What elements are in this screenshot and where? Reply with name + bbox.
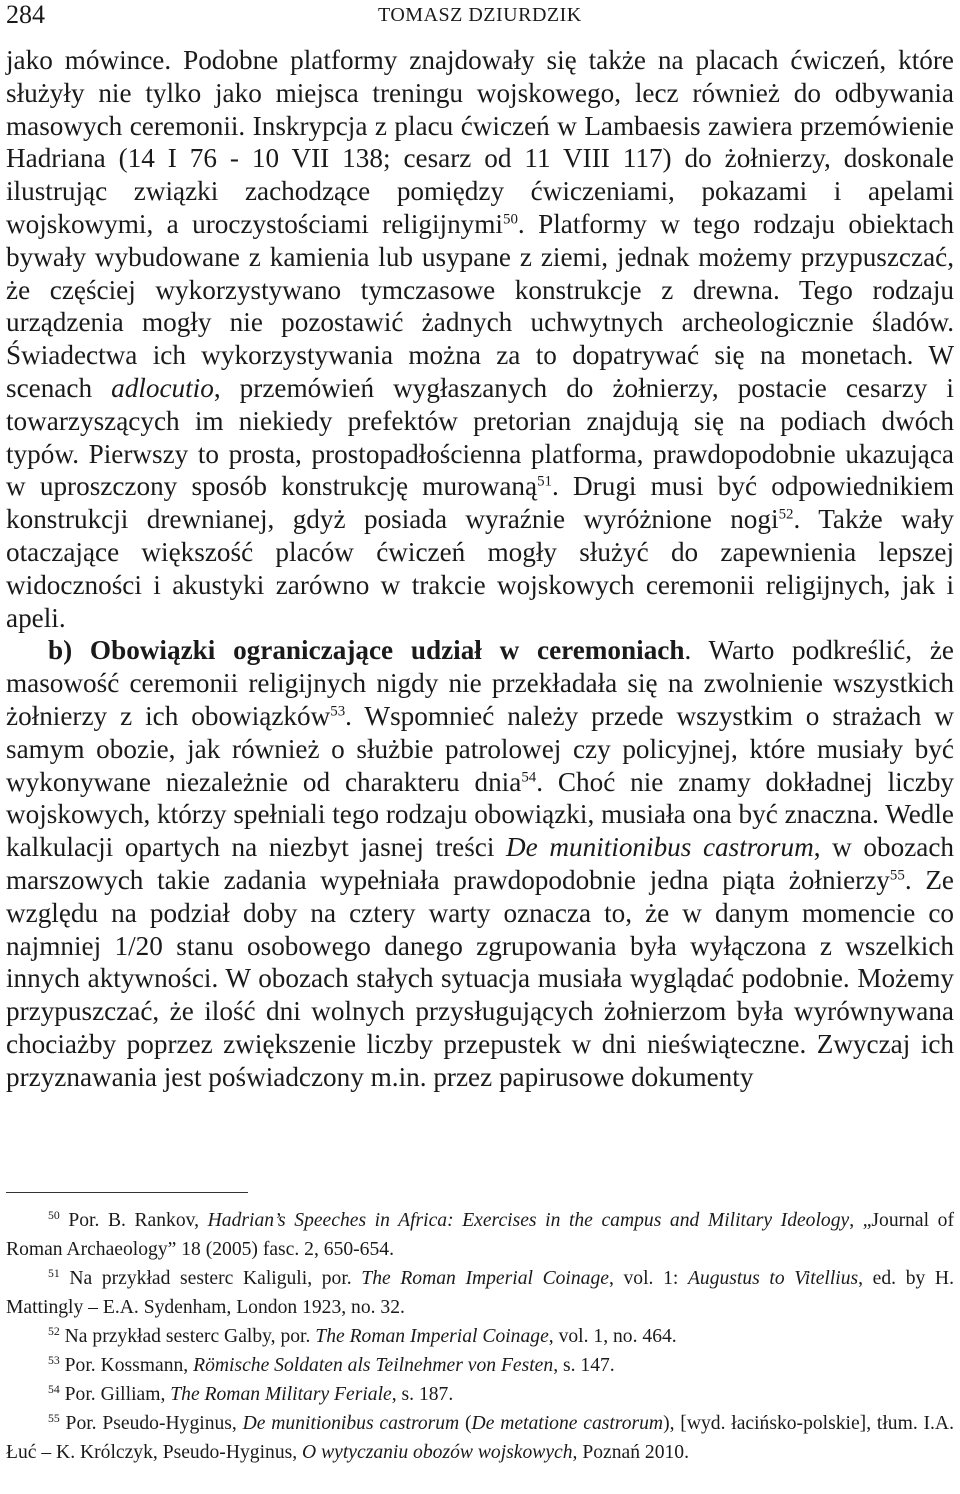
text-run: . Choć nie znamy dokładnej liczby wojskowych, którzy spełniali tego rodzaju obowiązki, musiała ona być znaczna. Wedle kalkulacji opartych na niezbyt jasnej treści (6, 766, 955, 863)
footnote-text: , ed. by H. Mattingly – E.A. Sydenham, London 1923, no. 32. (6, 1268, 954, 1318)
footnote-54 (6, 1380, 954, 1409)
footnote-text: , s. 147. (553, 1355, 615, 1376)
term-adlocutio: adlocutio (111, 372, 214, 403)
footnote-text: , s. 187. (391, 1384, 454, 1405)
footnote-text: , vol. 1, no. 464. (548, 1326, 677, 1347)
page-header (6, 0, 956, 30)
section-heading: b) Obowiązki ograniczające udział w ceremoniach (48, 635, 685, 666)
footnote-title: Augustus to Vitellius (687, 1268, 859, 1289)
footnote-title: Römische Soldaten als Teilnehmer von Festen (193, 1355, 554, 1376)
footnote-title: De metatione castrorum (471, 1413, 664, 1434)
footnote-text: Por. Kossmann, (59, 1355, 194, 1376)
footnote-text: ), [wyd. łacińsko-polskie], tłum. I.A. Łuć – K. Królczyk, Pseudo-Hyginus, (6, 1413, 954, 1463)
footnote-51 (6, 1264, 954, 1322)
text-run: . Platformy w tego rodzaju obiektach bywały wybudowane z kamienia lub usypane z ziemi, jednak możemy przypuszczać, że częściej wykorzystywano tymczasowe konstrukcje z drewna. Tego rodzaju urządzenia mogły nie pozostawić żadnych uchwytnych archeologicznie śladów. Świadectwa ich wykorzystywania można za to dopatrywać się na monetach. W scenach (6, 208, 954, 403)
footnote-ref-52: 52 (778, 506, 794, 523)
footnote-number: 54 (48, 1382, 60, 1396)
footnote-text: Por. Pseudo-Hyginus, (59, 1413, 243, 1434)
footnote-ref-55: 55 (889, 867, 905, 884)
footnote-ref-51: 51 (537, 473, 553, 490)
footnote-title: O wytyczaniu obozów wojskowych (302, 1442, 573, 1463)
text-run: , przemówień wygłaszanych do żołnierzy, postacie cesarzy i towarzyszących im niekiedy prefektów pretorian znajdują się na podiach dwóch typów. Pierwszy to prosta, prostopadłościenna platforma, prawdopodobnie ukazująca w uproszczony sposób konstrukcję murowaną (6, 372, 954, 502)
footnote-50 (6, 1206, 954, 1264)
footnote-number: 55 (48, 1411, 60, 1425)
text-run: . Ze względu na podział doby na cztery warty oznacza to, że w danym momencie co najmniej 1/20 stanu osobowego danego zgrupowania była wyłączona z wszelkich innych aktywności. W obozach stałych sytuacja musiała wyglądać podobnie. Możemy przypuszczać, że ilość dni wolnych przysługujących żołnierzom była wyrównywana chociażby poprzez zwiększenie liczby przepustek w dni nieświąteczne. Zwyczaj ich przyznawania jest poświadczony m.in. przez papirusowe dokumenty (6, 864, 954, 1092)
footnote-text: ( (459, 1413, 472, 1434)
footnote-text: , Poznań 2010. (572, 1442, 689, 1463)
footnote-53 (6, 1351, 954, 1380)
footnote-text: Por. Gilliam, (59, 1384, 171, 1405)
paragraph-1 (6, 44, 954, 634)
footnote-title: The Roman Military Feriale (170, 1384, 392, 1405)
footnote-ref-53: 53 (330, 703, 346, 720)
text-run: , w obozach marszowych takie zadania wypełniała prawdopodobnie jedna piąta żołnierzy (6, 832, 954, 895)
footnotes (6, 1206, 954, 1467)
text-run: . Wspomnieć należy przede wszystkim o strażach w samym obozie, jak również o służbie patrolowej czy policyjnej, które musiały być wykonywane niezależnie od charakteru dnia (6, 700, 954, 797)
footnote-55 (6, 1409, 954, 1467)
paragraph-2 (6, 634, 954, 1093)
footnote-text: Na przykład sesterc Kaliguli, por. (59, 1268, 362, 1289)
footnote-text: , vol. 1: (608, 1268, 688, 1289)
footnote-ref-50: 50 (502, 211, 518, 228)
text-run: . Także wały otaczające większość placów ćwiczeń mogły służyć do zapewnienia lepszej widoczności i akustyki zarówno w trakcie wojskowych ceremonii religijnych, jak i apeli. (6, 504, 954, 633)
main-text (6, 44, 954, 1094)
page-number: 284 (6, 0, 45, 29)
footnote-ref-54: 54 (521, 768, 537, 785)
text-run: . Warto podkreślić, że masowość ceremonii religijnych nigdy nie przekładała się na zwolnienie wszystkich żołnierzy z ich obowiązków (6, 635, 954, 731)
footnote-separator (6, 1192, 248, 1193)
footnote-text: , „Journal of Roman Archaeology” 18 (2005) fasc. 2, 650-654. (6, 1210, 954, 1260)
footnote-title: The Roman Imperial Coinage (361, 1268, 609, 1289)
footnote-number: 51 (48, 1266, 60, 1280)
footnote-52 (6, 1322, 954, 1351)
footnote-title: Hadrian’s Speeches in Africa: Exercises in the campus and Military Ideology (207, 1210, 850, 1231)
footnote-title: De munitionibus castrorum (242, 1413, 460, 1434)
footnote-title: The Roman Imperial Coinage (315, 1326, 549, 1347)
footnote-number: 53 (48, 1353, 60, 1367)
footnote-text: Por. B. Rankov, (59, 1210, 208, 1231)
work-title: De munitionibus castrorum (506, 832, 814, 863)
footnote-text: Na przykład sesterc Galby, por. (59, 1326, 316, 1347)
footnote-number: 52 (48, 1324, 60, 1338)
text-run: jako mówince. Podobne platformy znajdowały się także na placach ćwiczeń, które służyły nie tylko jako miejsca treningu wojskowego, lecz również do odbywania masowych ceremonii. Inskrypcja z placu ćwiczeń w Lambaesis zawiera przemówienie Hadriana (14 I 76 - 10 VII 138; cesarz od 11 VIII 117) do żołnierzy, doskonale ilustrując związki zachodzące pomiędzy ćwiczeniami, pokazami i apelami wojskowymi, a uroczystościami religijnymi (6, 45, 954, 239)
running-head: TOMASZ DZIURDZIK (378, 4, 582, 26)
text-run: . Drugi musi być odpowiednikiem konstrukcji drewnianej, gdyż posiada wyraźnie wyróżnione nogi (6, 471, 954, 535)
footnote-number: 50 (48, 1208, 60, 1222)
